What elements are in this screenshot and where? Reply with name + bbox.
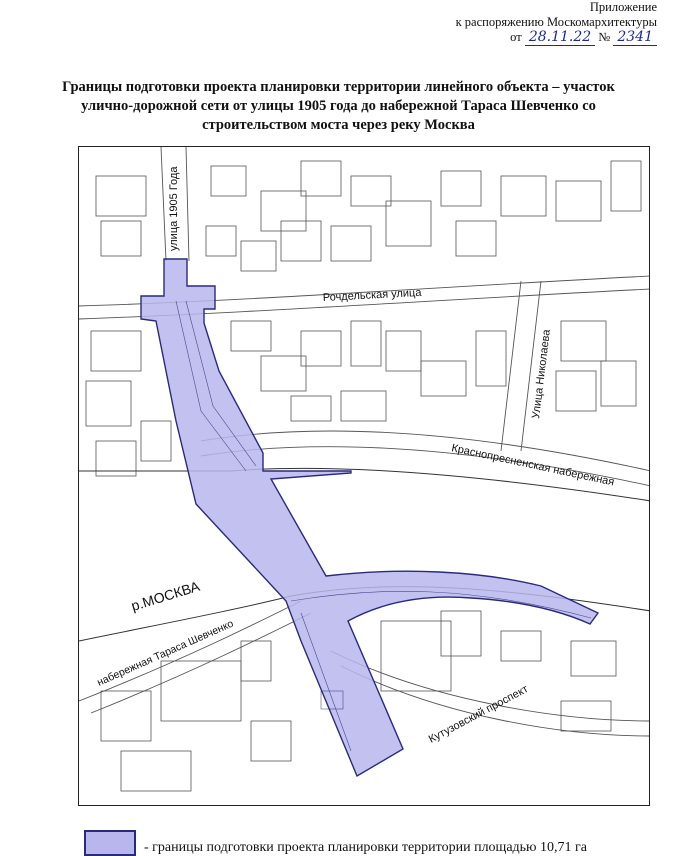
map-canvas (79, 147, 650, 806)
title-line-1: Границы подготовки проекта планировки территории линейного объекта – участок (62, 79, 615, 95)
legend (84, 820, 674, 854)
river-banks (79, 468, 650, 641)
legend-text: - границы подготовки проекта планировки территории площадью 10,71 га (144, 840, 587, 855)
title-line-2: улично-дорожной сети от улицы 1905 года до набережной Тараса Шевченко со (81, 98, 596, 114)
order-reference: к распоряжению Москомархитектуры (455, 15, 657, 29)
date-prefix: от (510, 30, 522, 44)
label-krasnopresnenskaya: Краснопресненская набережная (450, 442, 616, 489)
appendix-block (327, 0, 657, 46)
legend-swatch (84, 830, 136, 856)
page-title (40, 78, 637, 135)
map-frame (78, 146, 650, 806)
label-rochdelskaya: Рочдельская улица (322, 286, 422, 304)
project-boundary (141, 259, 598, 776)
label-shevchenko: набережная Тараса Шевченко (95, 617, 236, 689)
label-street-1905: улица 1905 Года (168, 166, 180, 251)
label-river: р.МОСКВА (129, 577, 202, 614)
handwritten-number: 2341 (613, 30, 657, 46)
title-line-3: строительством моста через реку Москва (202, 117, 475, 133)
label-nikolaeva: Улица Николаева (530, 328, 553, 420)
number-prefix: № (598, 30, 611, 44)
appendix-label: Приложение (589, 0, 657, 14)
order-date-number (327, 30, 657, 46)
label-kutuzovsky: Кутузовский проспект (426, 683, 531, 746)
handwritten-date: 28.11.22 (525, 30, 595, 46)
